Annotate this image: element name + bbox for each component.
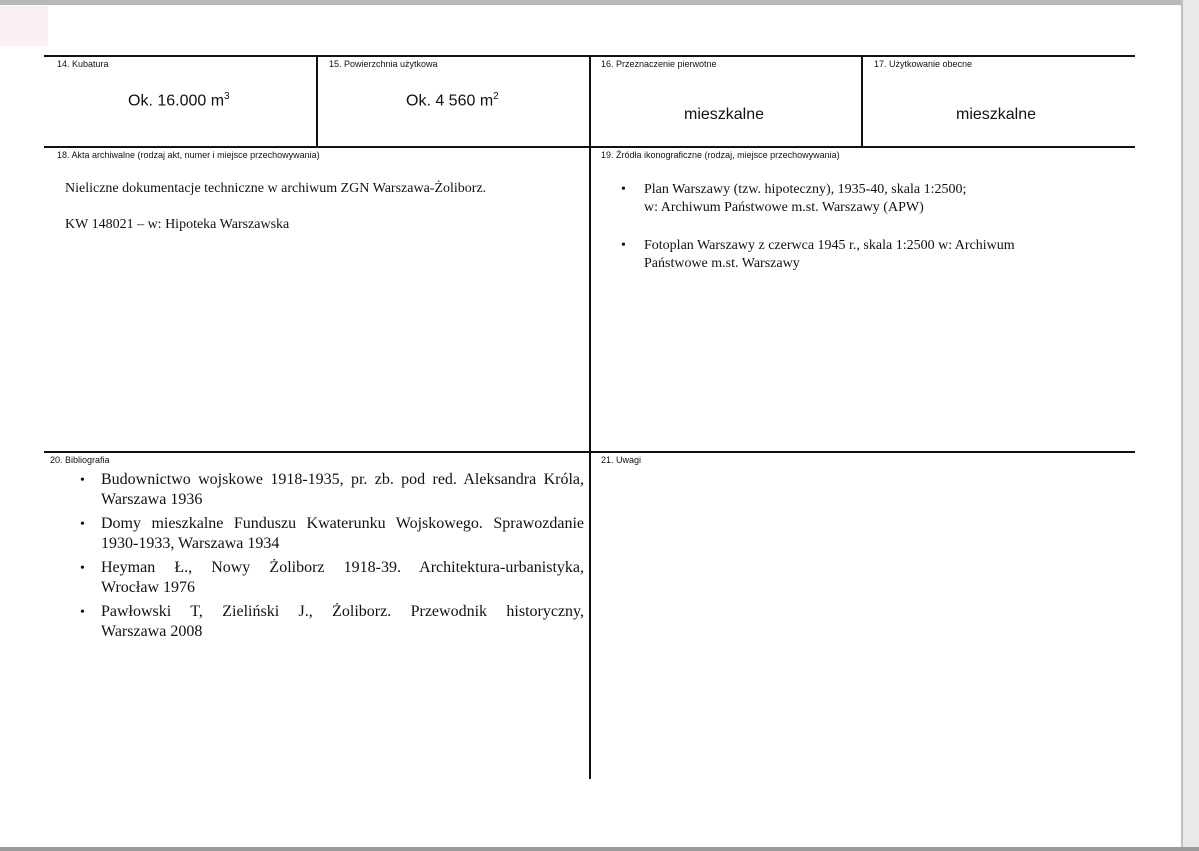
list-item: [613, 237, 1113, 273]
divider-14-15: [316, 55, 318, 148]
field-19-label: 19. Źródła ikonograficzne (rodzaj, miejsce przechowywania): [601, 150, 840, 160]
field-15-value-sup: 2: [493, 91, 499, 102]
list-item-line: • Domy mieszkalne Funduszu Kwaterunku Wojskowego. Sprawozdanie: [101, 515, 584, 532]
list-item: [75, 602, 584, 642]
field-21-label: 21. Uwagi: [601, 455, 642, 465]
list-item-line: w: Archiwum Państwowe m.st. Warszawy (APW): [644, 200, 924, 215]
list-item-line: • Pawłowski T, Zieliński J., Żoliborz. Przewodnik historyczny,: [101, 603, 584, 620]
field-15-value: [406, 91, 499, 110]
page-edge-top: [0, 0, 1199, 5]
list-item-line: • Budownictwo wojskowe 1918-1935, pr. zb. pod red. Aleksandra Króla,: [101, 471, 584, 488]
field-20-list: [75, 470, 584, 642]
field-18-line1: Nieliczne dokumentacje techniczne w archiwum ZGN Warszawa-Żoliborz.: [65, 181, 487, 196]
field-19-list: [613, 181, 1113, 273]
list-item: [75, 514, 584, 554]
list-item-line: • Heyman Ł., Nowy Żoliborz 1918-39. Architektura-urbanistyka,: [101, 559, 584, 576]
list-item-line: Wrocław 1976: [101, 579, 195, 596]
field-15-value-main: Ok. 4 560 m: [406, 92, 494, 110]
field-16-label: 16. Przeznaczenie pierwotne: [601, 59, 717, 69]
page-edge-right: [1181, 0, 1199, 851]
divider-16-17: [861, 55, 863, 148]
field-18-line2: KW 148021 – w: Hipoteka Warszawska: [65, 217, 290, 232]
page-edge-bottom: [0, 847, 1199, 851]
field-15-label: 15. Powierzchnia użytkowa: [329, 59, 438, 69]
list-item: [613, 181, 1113, 217]
field-18-label: 18. Akta archiwalne (rodzaj akt, numer i miejsce przechowywania): [57, 150, 320, 160]
field-20-label: 20. Bibliografia: [50, 455, 110, 465]
list-item: [75, 558, 584, 598]
list-item-line: 1930-1933, Warszawa 1934: [101, 535, 280, 552]
list-item-line: • Fotoplan Warszawy z czerwca 1945 r., skala 1:2500 w: Archiwum: [644, 238, 1015, 253]
center-divider: [589, 55, 591, 779]
corner-stain: [0, 6, 48, 46]
field-14-value: [128, 91, 230, 110]
list-item-line: Warszawa 1936: [101, 491, 203, 508]
field-17-label: 17. Użytkowanie obecne: [874, 59, 973, 69]
list-item-line: Warszawa 2008: [101, 623, 203, 640]
list-item-line: Państwowe m.st. Warszawy: [644, 256, 800, 271]
field-16-value: mieszkalne: [684, 106, 765, 123]
field-14-value-sup: 3: [224, 91, 230, 102]
field-14-value-main: Ok. 16.000 m: [128, 92, 225, 110]
list-item-line: • Plan Warszawy (tzw. hipoteczny), 1935-40, skala 1:2500;: [644, 182, 967, 197]
field-14-label: 14. Kubatura: [57, 59, 109, 69]
field-17-value: mieszkalne: [956, 106, 1037, 123]
list-item: [75, 470, 584, 510]
